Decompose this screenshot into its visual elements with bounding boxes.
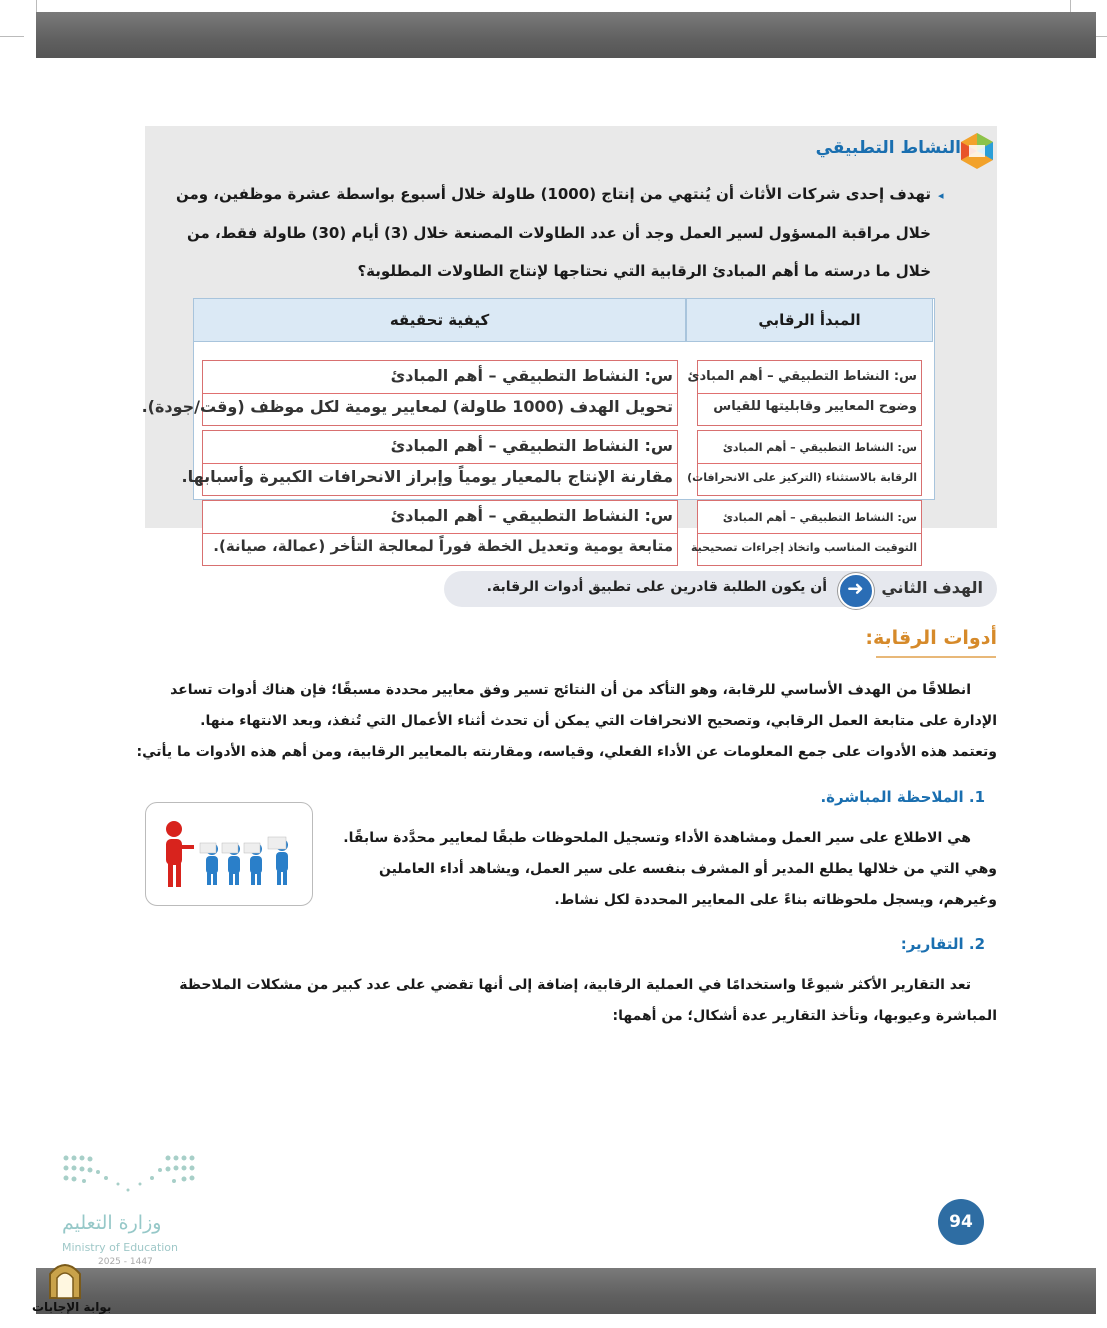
answer-box-principle (687, 360, 922, 426)
ministry-logo-icon (62, 1154, 196, 1196)
answer-question: س: النشاط التطبيقي – أهم المبادئ (722, 511, 917, 524)
bottom-bar (36, 1268, 1096, 1314)
intro-line: انطلاقًا من الهدف الأساسي للرقابة، وهو التأكد من أن النتائج تسير وفق معايير محددة مسبقًا؛ فإن هناك أدوات تساعد (170, 682, 971, 698)
item1-line: هي الاطلاع على سير العمل ومشاهدة الأداء وتسجيل الملحوظات طبقًا لمعايير محدَّدة سابقًا. (343, 830, 971, 846)
intro-line: الإدارة على متابعة العمل الرقابي، وتصحيح الانحرافات التي يمكن أن تحدث أثناء الأعمال التي تُنفذ، وبعد الانتهاء منها. (200, 713, 997, 729)
item2-line: تعد التقارير الأكثر شيوعًا واستخدامًا في العملية الرقابية، إضافة إلى أنها تقضي على عدد كبير من مشكلات الملاحظة (179, 977, 971, 993)
item2-title: 2. التقارير: (900, 935, 985, 953)
ministry-year: 2025 - 1447 (98, 1257, 153, 1267)
table-header-how: كيفية تحقيقه (193, 298, 686, 342)
team-illustration (145, 802, 313, 906)
question-line: تهدف إحدى شركات الأثاث أن يُنتهي من إنتاج (1000) طاولة خلال أسبوع بواسطة عشرة موظفين، ومن (175, 185, 931, 203)
page-number: 94 (938, 1199, 984, 1245)
portal-logo-icon (44, 1256, 86, 1300)
item1-line: وغيرهم، ويسجل ملحوظاته بناءً على المعايير المحددة لكل نشاط. (554, 892, 997, 908)
heading-underline (876, 656, 996, 658)
arrow-left-icon[interactable]: ➜ (838, 573, 874, 609)
answer-question: س: النشاط التطبيقي – أهم المبادئ (390, 366, 673, 385)
answer-box-principle (691, 500, 922, 566)
activity-hexagon-icon (957, 131, 997, 171)
question-line: خلال مراقبة المسؤول لسير العمل وجد أن عدد الطاولات المصنعة خلال (3) أيام (30) طاولة فقط، من (186, 224, 931, 242)
answer-question: س: النشاط التطبيقي – أهم المبادئ (390, 506, 673, 525)
intro-line: وتعتمد هذه الأدوات على جمع المعلومات عن الأداء الفعلي، وقياسه، ومقارنته بالمعايير الرقابية، ومن أهم هذه الأدوات ما يأتي: (136, 744, 997, 760)
answer-text: تحويل الهدف (1000 طاولة) لمعايير يومية لكل موظف (وقت/جودة). (141, 397, 673, 416)
crop-mark (0, 36, 24, 37)
activity-title: النشاط التطبيقي (815, 138, 961, 158)
bullet-icon: ◂ (938, 189, 944, 202)
item1-title: 1. الملاحظة المباشرة. (820, 788, 985, 806)
answer-box-how (141, 360, 678, 426)
question-line: خلال ما درسته ما أهم المبادئ الرقابية التي نحتاجها لإنتاج الطاولات المطلوبة؟ (357, 262, 931, 280)
table-header-principle: المبدأ الرقابي (686, 298, 933, 342)
answer-question: س: النشاط التطبيقي – أهم المبادئ (390, 436, 673, 455)
answer-question: س: النشاط التطبيقي – أهم المبادئ (722, 441, 917, 454)
answer-text: التوقيت المناسب واتخاذ إجراءات تصحيحية (691, 541, 917, 554)
section-heading: أدوات الرقابة: (865, 627, 997, 649)
answer-text: مقارنة الإنتاج بالمعيار يومياً وإبراز الانحرافات الكبيرة وأسبابها. (181, 467, 673, 486)
portal-name: بوابة الإجابات (32, 1300, 112, 1314)
answer-question: س: النشاط التطبيقي – أهم المبادئ (687, 369, 917, 384)
answer-box-how (181, 430, 678, 496)
answer-text: متابعة يومية وتعديل الخطة فوراً لمعالجة التأخر (عمالة، صيانة). (213, 537, 673, 555)
crop-mark (36, 0, 37, 12)
answer-box-principle (687, 430, 922, 496)
team-figures-icon (146, 803, 312, 905)
answer-text: وضوح المعايير وقابليتها للقياس (713, 399, 917, 414)
ministry-name-en: Ministry of Education (62, 1241, 179, 1254)
ministry-name-ar: وزارة التعليم (62, 1212, 162, 1234)
goal-bar (444, 571, 997, 607)
item2-line: المباشرة وعيوبها، وتأخذ التقارير عدة أشكال؛ من أهمها: (612, 1008, 997, 1024)
goal-label: الهدف الثاني (881, 578, 983, 597)
answer-box-how (202, 500, 678, 566)
answer-text: الرقابة بالاستثناء (التركيز على الانحرافات) (687, 471, 917, 484)
goal-text: أن يكون الطلبة قادرين على تطبيق أدوات الرقابة. (486, 579, 827, 595)
top-bar (36, 12, 1096, 58)
item1-line: وهي التي من خلالها يطلع المدير أو المشرف بنفسه على سير العمل، ويشاهد أداء العاملين (379, 861, 997, 877)
